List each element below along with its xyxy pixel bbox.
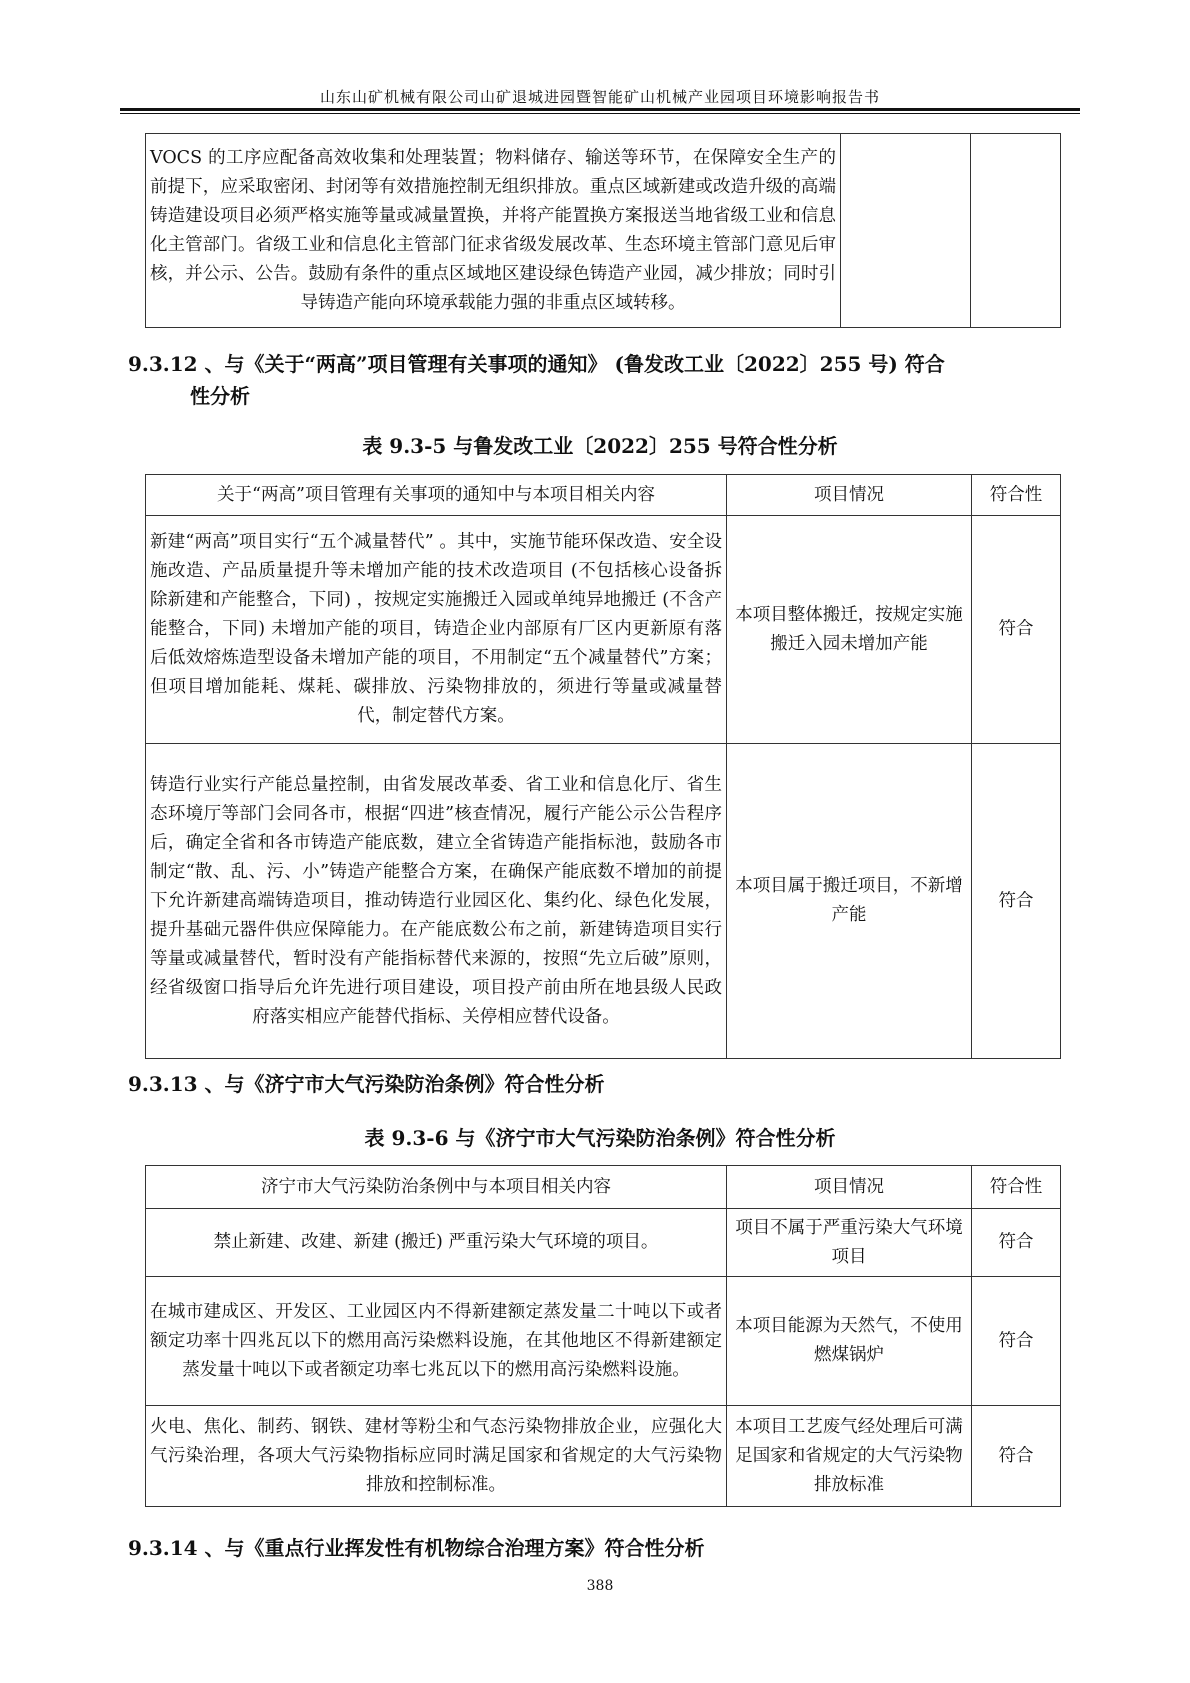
table-cell-situation — [841, 134, 971, 328]
column-header: 关于“两高”项目管理有关事项的通知中与本项目相关内容 — [146, 475, 727, 516]
page-number: 388 — [586, 1578, 614, 1594]
table-row — [146, 516, 1061, 744]
section-heading-9-3-14 — [128, 1532, 1078, 1564]
table-cell-content: 新建“两高”项目实行“五个减量替代” 。其中，实施节能环保改造、安全设施改造、产品质量提升等未增加产能的技术改造项目 (不包括核心设备拆除新建和产能整合，下同) ，按规定实施搬迁入园或单纯异地搬迁 (不含产能整合，下同) 未增加产能的项目，铸造企业内部原有厂区内更新原有落后低效熔炼造型设备未增加产能的项目，不用制定“五个减量替代”方案；但项目增加能耗、煤耗、碳排放、污染物排放的，须进行等量或减量替代，制定替代方案。 — [146, 516, 727, 744]
column-header: 符合性 — [972, 475, 1061, 516]
section-heading-line: 9.3.12 、与《关于“两高”项目管理有关事项的通知》 (鲁发改工业〔2022〕255 号) 符合 — [128, 352, 945, 376]
table-row — [146, 134, 1061, 328]
table-cell-result: 符合 — [972, 1406, 1061, 1507]
header-rule-thin — [120, 113, 1080, 114]
table-cell-content: 禁止新建、改建、新建 (搬迁) 严重污染大气环境的项目。 — [146, 1209, 727, 1277]
table-cell-content: 火电、焦化、制药、钢铁、建材等粉尘和气态污染物排放企业，应强化大气污染治理，各项大气污染物指标应同时满足国家和省规定的大气污染物排放和控制标准。 — [146, 1406, 727, 1507]
table-cell-situation: 本项目整体搬迁，按规定实施搬迁入园未增加产能 — [727, 516, 972, 744]
header-rule-thick — [120, 108, 1080, 111]
section-heading-line: 9.3.14 、与《重点行业挥发性有机物综合治理方案》符合性分析 — [128, 1536, 705, 1560]
section-heading-line: 9.3.13 、与《济宁市大气污染防治条例》符合性分析 — [128, 1072, 605, 1096]
column-header: 符合性 — [972, 1166, 1061, 1209]
table-cell-result: 符合 — [972, 1209, 1061, 1277]
table-row — [146, 1277, 1061, 1406]
table-row — [146, 744, 1061, 1059]
column-header: 济宁市大气污染防治条例中与本项目相关内容 — [146, 1166, 727, 1209]
table-9-3-5 — [145, 474, 1061, 1059]
table-cell-content: 在城市建成区、开发区、工业园区内不得新建额定蒸发量二十吨以下或者额定功率十四兆瓦以下的燃用高污染燃料设施，在其他地区不得新建额定蒸发量十吨以下或者额定功率七兆瓦以下的燃用高污染燃料设施。 — [146, 1277, 727, 1406]
table-cell-result: 符合 — [972, 1277, 1061, 1406]
table-cell-result: 符合 — [972, 744, 1061, 1059]
table-caption-9-3-6: 表 9.3-6 与《济宁市大气污染防治条例》符合性分析 — [364, 1126, 836, 1150]
column-header: 项目情况 — [727, 1166, 972, 1209]
table-cell-situation: 项目不属于严重污染大气环境项目 — [727, 1209, 972, 1277]
column-header: 项目情况 — [727, 475, 972, 516]
section-heading-9-3-12 — [128, 348, 1078, 412]
table-cell-situation: 本项目属于搬迁项目，不新增产能 — [727, 744, 972, 1059]
table-cell-content: VOCS 的工序应配备高效收集和处理装置；物料储存、输送等环节，在保障安全生产的前提下，应采取密闭、封闭等有效措施控制无组织排放。重点区域新建或改造升级的高端铸造建设项目必须严格实施等量或减量置换，并将产能置换方案报送当地省级工业和信息化主管部门。省级工业和信息化主管部门征求省级发展改革、生态环境主管部门意见后审核，并公示、公告。鼓励有条件的重点区域地区建设绿色铸造产业园，减少排放；同时引导铸造产能向环境承载能力强的非重点区域转移。 — [146, 134, 841, 328]
running-header: 山东山矿机械有限公司山矿退城进园暨智能矿山机械产业园项目环境影响报告书 — [319, 88, 880, 106]
table-cell-situation: 本项目工艺废气经处理后可满足国家和省规定的大气污染物排放标准 — [727, 1406, 972, 1507]
section-heading-9-3-13 — [128, 1068, 1078, 1100]
table-caption-9-3-5: 表 9.3-5 与鲁发改工业〔2022〕255 号符合性分析 — [362, 434, 838, 458]
table-header-row — [146, 475, 1061, 516]
table-cell-content: 铸造行业实行产能总量控制，由省发展改革委、省工业和信息化厅、省生态环境厅等部门会同各市，根据“四进”核查情况，履行产能公示公告程序后，确定全省和各市铸造产能底数，建立全省铸造产能指标池，鼓励各市制定“散、乱、污、小”铸造产能整合方案，在确保产能底数不增加的前提下允许新建高端铸造项目，推动铸造行业园区化、集约化、绿色化发展，提升基础元器件供应保障能力。在产能底数公布之前，新建铸造项目实行等量或减量替代，暂时没有产能指标替代来源的，按照“先立后破”原则，经省级窗口指导后允许先进行项目建设，项目投产前由所在地县级人民政府落实相应产能替代指标、关停相应替代设备。 — [146, 744, 727, 1059]
table-header-row — [146, 1166, 1061, 1209]
table-row — [146, 1209, 1061, 1277]
table-cell-result — [971, 134, 1061, 328]
table-row — [146, 1406, 1061, 1507]
table-cell-result: 符合 — [972, 516, 1061, 744]
table-cell-situation: 本项目能源为天然气，不使用燃煤锅炉 — [727, 1277, 972, 1406]
section-heading-line: 性分析 — [190, 384, 250, 408]
table-9-3-6 — [145, 1165, 1061, 1507]
continuation-table — [145, 133, 1061, 328]
